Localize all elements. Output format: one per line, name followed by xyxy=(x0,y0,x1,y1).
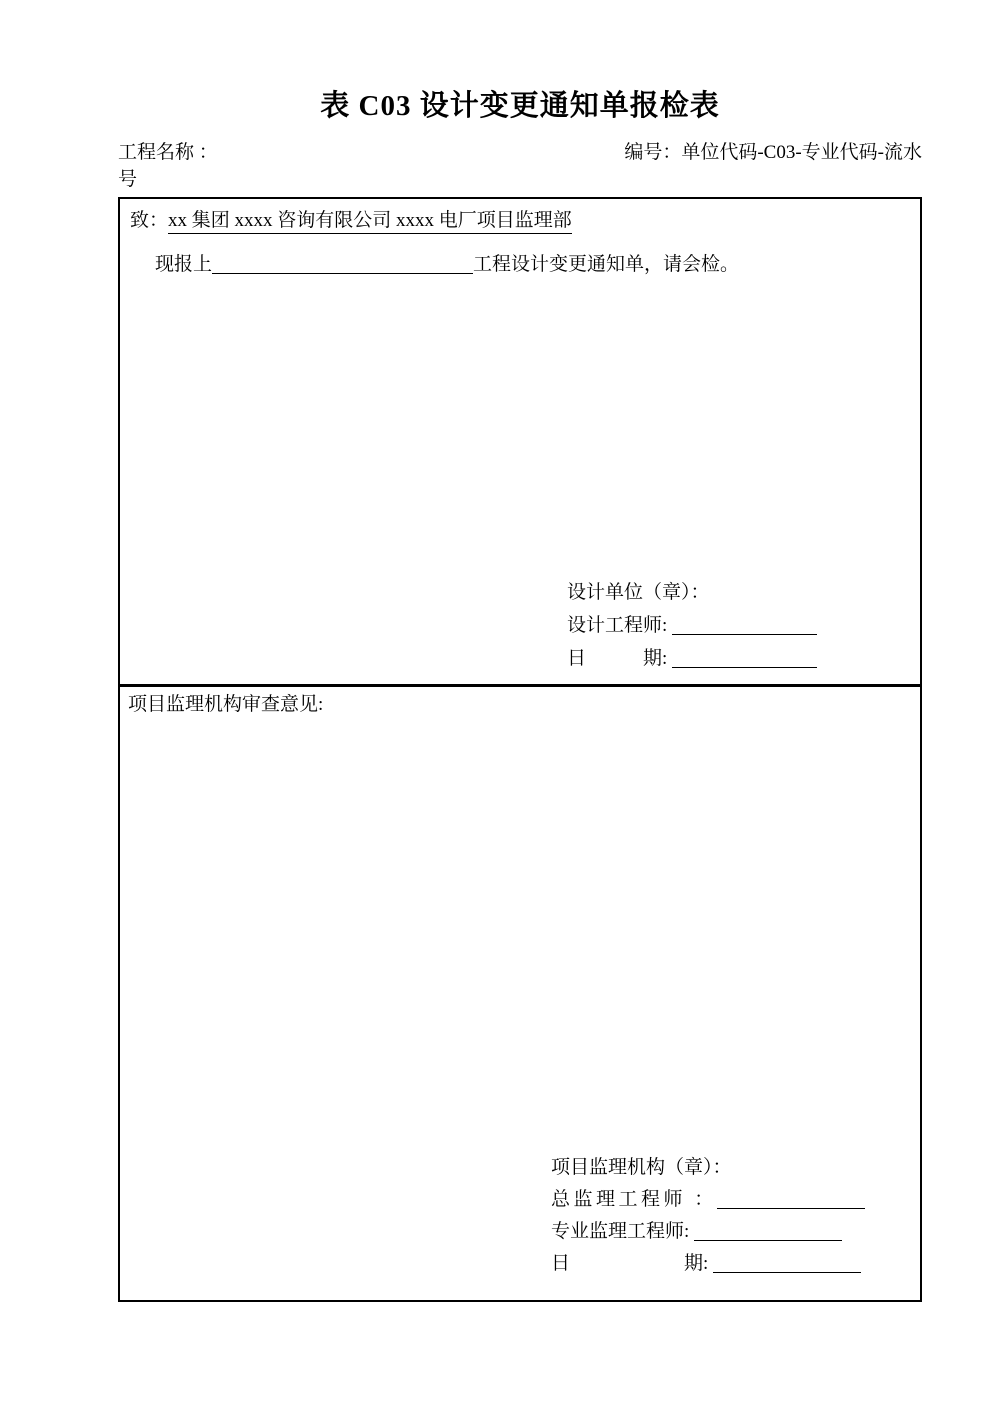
specialist-engineer-blank[interactable] xyxy=(694,1222,842,1241)
chief-engineer-blank[interactable] xyxy=(717,1190,865,1209)
chief-engineer-row xyxy=(551,1184,865,1216)
form-number-label: 编号：单位代码-C03-专业代码-流水 xyxy=(624,142,922,163)
design-signature-block xyxy=(567,576,817,675)
chief-engineer-label: 总监理工程师 ： xyxy=(551,1189,717,1210)
design-date-blank[interactable] xyxy=(672,649,817,668)
review-opinion-label: 项目监理机构审查意见: xyxy=(128,694,324,715)
to-line xyxy=(130,208,572,234)
supervision-signature-block xyxy=(551,1152,865,1280)
report-suffix-label: 工程设计变更通知单，请会检。 xyxy=(473,254,740,275)
design-engineer-row xyxy=(567,609,817,642)
to-recipient-value[interactable]: xx 集团 xxxx 咨询有限公司 xxxx 电厂项目监理部 xyxy=(168,210,572,234)
form-header xyxy=(118,140,922,166)
design-unit-seal-label: 设计单位（章）： xyxy=(567,582,710,603)
review-date-label: 日 期: xyxy=(551,1253,714,1274)
specialist-engineer-label: 专业监理工程师: xyxy=(551,1221,695,1242)
design-engineer-blank[interactable] xyxy=(672,616,817,635)
form-number-wrap: 号 xyxy=(118,169,138,190)
design-engineer-label: 设计工程师: xyxy=(567,615,673,636)
review-date-row xyxy=(551,1248,865,1280)
design-date-row xyxy=(567,642,817,675)
report-section xyxy=(120,199,920,684)
report-prefix-label: 现报上 xyxy=(155,254,213,275)
supervision-org-seal-label: 项目监理机构（章）： xyxy=(551,1157,732,1178)
specialist-engineer-row xyxy=(551,1216,865,1248)
design-date-label: 日 期: xyxy=(567,648,673,669)
report-title-blank[interactable] xyxy=(212,255,473,274)
review-date-blank[interactable] xyxy=(713,1254,861,1273)
report-line xyxy=(155,254,739,276)
project-name-label: 工程名称 ： xyxy=(118,142,218,163)
form-title: 表 C03 设计变更通知单报检表 xyxy=(320,90,720,122)
to-label: 致： xyxy=(130,210,169,231)
review-section xyxy=(120,684,920,1300)
form-body xyxy=(118,197,922,1302)
